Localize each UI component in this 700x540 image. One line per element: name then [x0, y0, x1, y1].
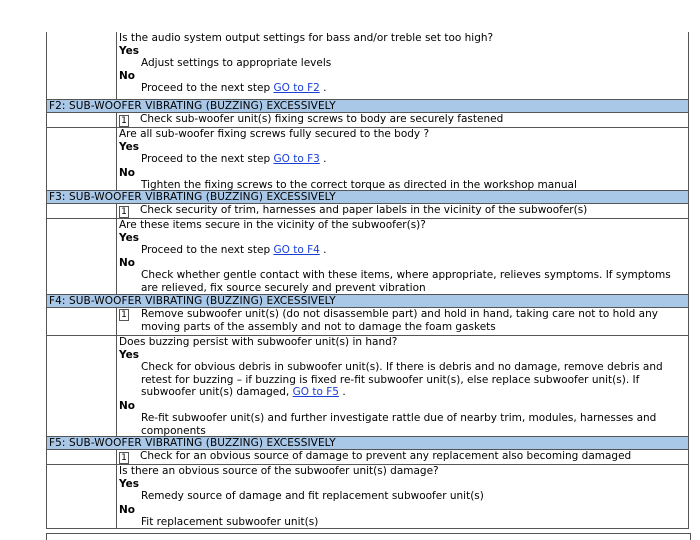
f1-no-label: No: [119, 69, 136, 82]
f2-step-left-cell: [47, 113, 117, 127]
go-to-f3-link[interactable]: GO to F3: [273, 153, 320, 165]
f5-yes-label: Yes: [119, 477, 140, 490]
f4-no-action: Re-fit subwoofer unit(s) and further investigate rattle due of nearby trim, modules, harnesses and components: [141, 412, 657, 437]
f4-step: [117, 308, 688, 333]
f3-question-row: [46, 218, 689, 294]
f1-no-action: [119, 82, 686, 95]
f2-yes-action: [119, 153, 686, 166]
f5-step-left-cell: [47, 450, 117, 464]
f1-no-suffix: .: [323, 82, 327, 94]
f4-yes-suffix: .: [342, 386, 346, 398]
f2-question: Are all sub-woofer fixing screws fully secured to the body ?: [119, 128, 430, 140]
f4-step-text: Remove subwoofer unit(s) (do not disassemble part) and hold in hand, taking care not to hold any moving parts of the assembly and not to damage the foam gaskets: [141, 308, 658, 333]
f2-no-label: No: [119, 166, 136, 179]
f1-yes-label: Yes: [119, 44, 140, 57]
f3-step-text: Check security of trim, harnesses and paper labels in the vicinity of the subwoofer(s): [140, 204, 588, 216]
f5-step: [117, 450, 688, 464]
f5-yes-action: Remedy source of damage and fit replacement subwoofer unit(s): [141, 490, 484, 502]
f3-step-row: [46, 204, 689, 218]
f3-yes-suffix: .: [323, 244, 327, 256]
go-to-f5-link[interactable]: GO to F5: [292, 386, 339, 398]
f4-yes-label: Yes: [119, 348, 140, 361]
f3-yes-label: Yes: [119, 231, 140, 244]
f1-yes-action: Adjust settings to appropriate levels: [141, 57, 332, 69]
f2-step-number: 1: [119, 115, 129, 127]
f3-step-left-cell: [47, 204, 117, 218]
f3-question: Are these items secure in the vicinity of the subwoofer(s)?: [119, 219, 426, 231]
f5-question: Is there an obvious source of the subwoofer unit(s) damage?: [119, 465, 439, 477]
f2-proceed-text: Proceed to the next step: [141, 153, 271, 165]
f3-no-label: No: [119, 256, 136, 269]
f3-no-action: Check whether gentle contact with these items, where appropriate, relieves symptoms. If symptoms are relieved, fix source securely and prevent vibration: [141, 269, 671, 294]
diagnostic-table: [46, 32, 689, 529]
f3-yes-action: [119, 244, 686, 257]
f1-question-row: [46, 32, 689, 99]
f5-step-row: [46, 450, 689, 464]
f2-step: [117, 113, 688, 127]
f5-step-number: 1: [119, 452, 129, 464]
f1-question: Is the audio system output settings for bass and/or treble set too high?: [119, 32, 494, 44]
f4-question-row: [46, 335, 689, 436]
go-to-f4-link[interactable]: GO to F4: [273, 244, 320, 256]
f2-left-cell: [47, 128, 117, 190]
f3-proceed-text: Proceed to the next step: [141, 244, 271, 256]
go-to-f2-link[interactable]: GO to F2: [273, 82, 320, 94]
f2-no-action: Tighten the fixing screws to the correct torque as directed in the workshop manual: [141, 179, 577, 191]
f5-step-text: Check for an obvious source of damage to prevent any replacement also becoming damaged: [140, 450, 632, 462]
f4-no-label: No: [119, 399, 136, 412]
f4-yes-action-text: Check for obvious debris in subwoofer unit(s). If there is debris and no damage, remove debris and retest for buzzing – if buzzing is fixed re-fit subwoofer unit(s), else replace subwoofer unit(s). If subwoofer unit(s) damaged,: [141, 361, 663, 398]
f2-step-row: [46, 113, 689, 127]
f1-left-cell: [47, 32, 117, 99]
f3-header: F3: SUB-WOOFER VIBRATING (BUZZING) EXCESSIVELY: [46, 190, 689, 204]
f2-yes-suffix: .: [323, 153, 327, 165]
f3-step-number: 1: [119, 206, 129, 218]
f5-no-label: No: [119, 503, 136, 516]
f2-yes-label: Yes: [119, 140, 140, 153]
f5-no-action: Fit replacement subwoofer unit(s): [141, 516, 319, 528]
f3-step: [117, 204, 688, 218]
f4-step-left-cell: [47, 308, 117, 335]
f5-question-row: [46, 464, 689, 528]
f3-left-cell: [47, 219, 117, 294]
f2-step-text: Check sub-woofer unit(s) fixing screws to body are securely fastened: [140, 113, 504, 125]
f4-left-cell: [47, 336, 117, 436]
f5-header: F5: SUB-WOOFER VIBRATING (BUZZING) EXCESSIVELY: [46, 436, 689, 450]
f2-header: F2: SUB-WOOFER VIBRATING (BUZZING) EXCESSIVELY: [46, 99, 689, 113]
f2-question-row: [46, 127, 689, 190]
f1-proceed-text: Proceed to the next step: [141, 82, 271, 94]
f5-left-cell: [47, 465, 117, 528]
f4-step-number: 1: [119, 309, 129, 321]
f4-question: Does buzzing persist with subwoofer unit(s) in hand?: [119, 336, 398, 348]
f4-yes-action: [119, 361, 686, 399]
f4-header: F4: SUB-WOOFER VIBRATING (BUZZING) EXCESSIVELY: [46, 294, 689, 308]
f4-step-row: [46, 308, 689, 335]
